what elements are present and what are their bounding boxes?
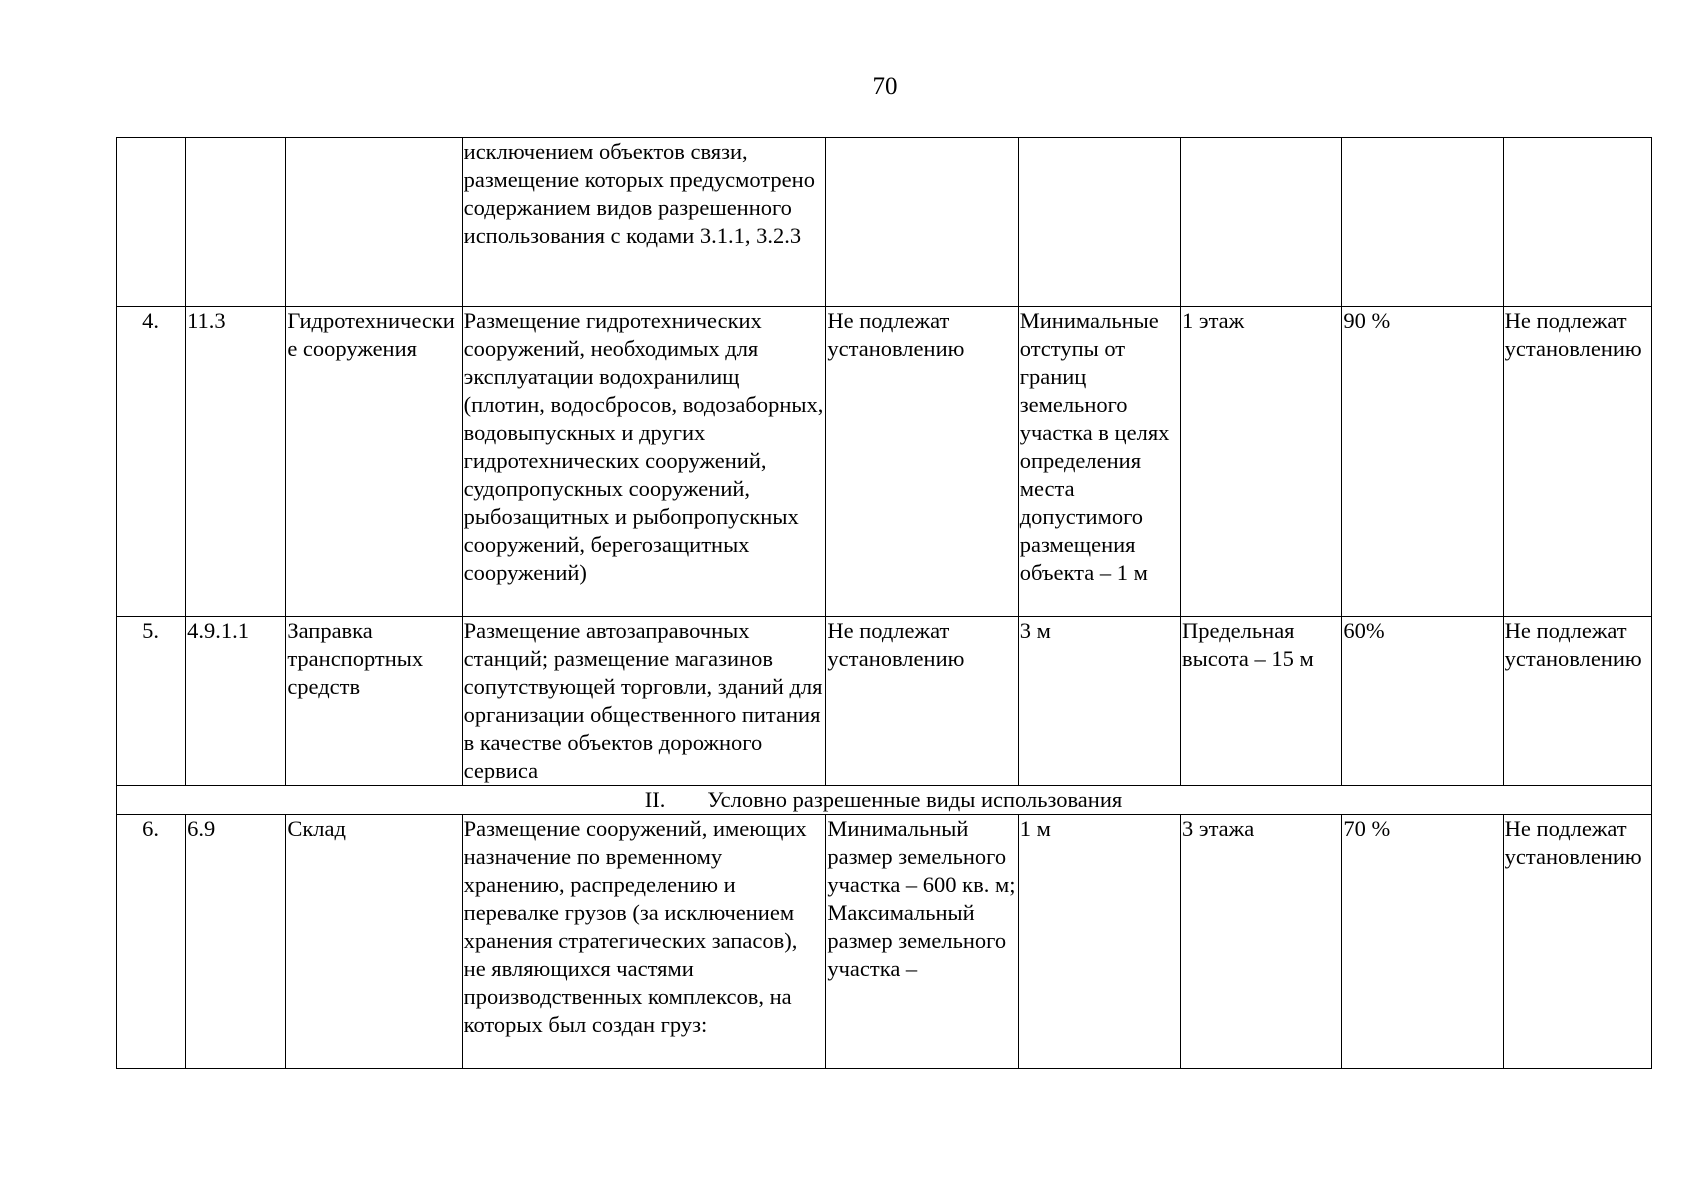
page-number: 70 bbox=[872, 73, 898, 100]
section-number: II. bbox=[644, 787, 666, 812]
section-header-row bbox=[117, 786, 1652, 815]
table-row bbox=[117, 138, 1652, 307]
setbacks-cell: 1 м bbox=[1018, 815, 1180, 1069]
description-cell: Размещение гидротехнических сооружений, необходимых для эксплуатации водохранилищ (плотин, водосбросов, водозаборных, водовыпускных и других гидротехнических сооружений, судопропускных сооружений, рыбозащитных и рыбопропускных сооружений, берегозащитных сооружений) bbox=[462, 307, 826, 617]
coverage-cell: 60% bbox=[1342, 617, 1503, 786]
setbacks-cell: 3 м bbox=[1018, 617, 1180, 786]
description-cell: Размещение автозаправочных станций; размещение магазинов сопутствующей торговли, зданий для организации общественного питания в качестве объектов дорожного сервиса bbox=[462, 617, 826, 786]
name-cell: Гидротехнические сооружения bbox=[286, 307, 462, 617]
description-cell: Размещение сооружений, имеющих назначение по временному хранению, распределению и перевалке грузов (за исключением хранения стратегических запасов), не являющихся частями производственных комплексов, на которых был создан груз: bbox=[462, 815, 826, 1069]
section-header-cell bbox=[117, 786, 1652, 815]
row-number-cell bbox=[117, 138, 186, 307]
plot-size-cell: Минимальный размер земельного участка – 600 кв. м; Максимальный размер земельного участка – bbox=[826, 815, 1018, 1069]
table-row bbox=[117, 815, 1652, 1069]
limits-cell: Не подлежат установлению bbox=[1503, 307, 1651, 617]
limits-cell: Не подлежат установлению bbox=[1503, 815, 1651, 1069]
name-cell: Склад bbox=[286, 815, 462, 1069]
plot-size-cell bbox=[826, 138, 1018, 307]
code-cell: 6.9 bbox=[186, 815, 286, 1069]
floors-cell: 3 этажа bbox=[1181, 815, 1342, 1069]
coverage-cell bbox=[1342, 138, 1503, 307]
plot-size-cell: Не подлежат установлению bbox=[826, 307, 1018, 617]
setbacks-cell bbox=[1018, 138, 1180, 307]
regulations-table bbox=[116, 137, 1652, 1069]
description-cell: исключением объектов связи, размещение которых предусмотрено содержанием видов разрешенного использования с кодами 3.1.1, 3.2.3 bbox=[462, 138, 826, 307]
table-row bbox=[117, 307, 1652, 617]
limits-cell bbox=[1503, 138, 1651, 307]
limits-cell: Не подлежат установлению bbox=[1503, 617, 1651, 786]
code-cell bbox=[186, 138, 286, 307]
table-row bbox=[117, 617, 1652, 786]
plot-size-cell: Не подлежат установлению bbox=[826, 617, 1018, 786]
name-cell: Заправка транспортных средств bbox=[286, 617, 462, 786]
code-cell: 4.9.1.1 bbox=[186, 617, 286, 786]
floors-cell: Предельная высота – 15 м bbox=[1181, 617, 1342, 786]
name-cell bbox=[286, 138, 462, 307]
row-number-cell: 6. bbox=[117, 815, 186, 1069]
floors-cell bbox=[1181, 138, 1342, 307]
coverage-cell: 70 % bbox=[1342, 815, 1503, 1069]
section-title: Условно разрешенные виды использования bbox=[707, 787, 1123, 812]
row-number-cell: 4. bbox=[117, 307, 186, 617]
code-cell: 11.3 bbox=[186, 307, 286, 617]
coverage-cell: 90 % bbox=[1342, 307, 1503, 617]
setbacks-cell: Минимальные отступы от границ земельного участка в целях определения места допустимого размещения объекта – 1 м bbox=[1018, 307, 1180, 617]
row-number-cell: 5. bbox=[117, 617, 186, 786]
floors-cell: 1 этаж bbox=[1181, 307, 1342, 617]
